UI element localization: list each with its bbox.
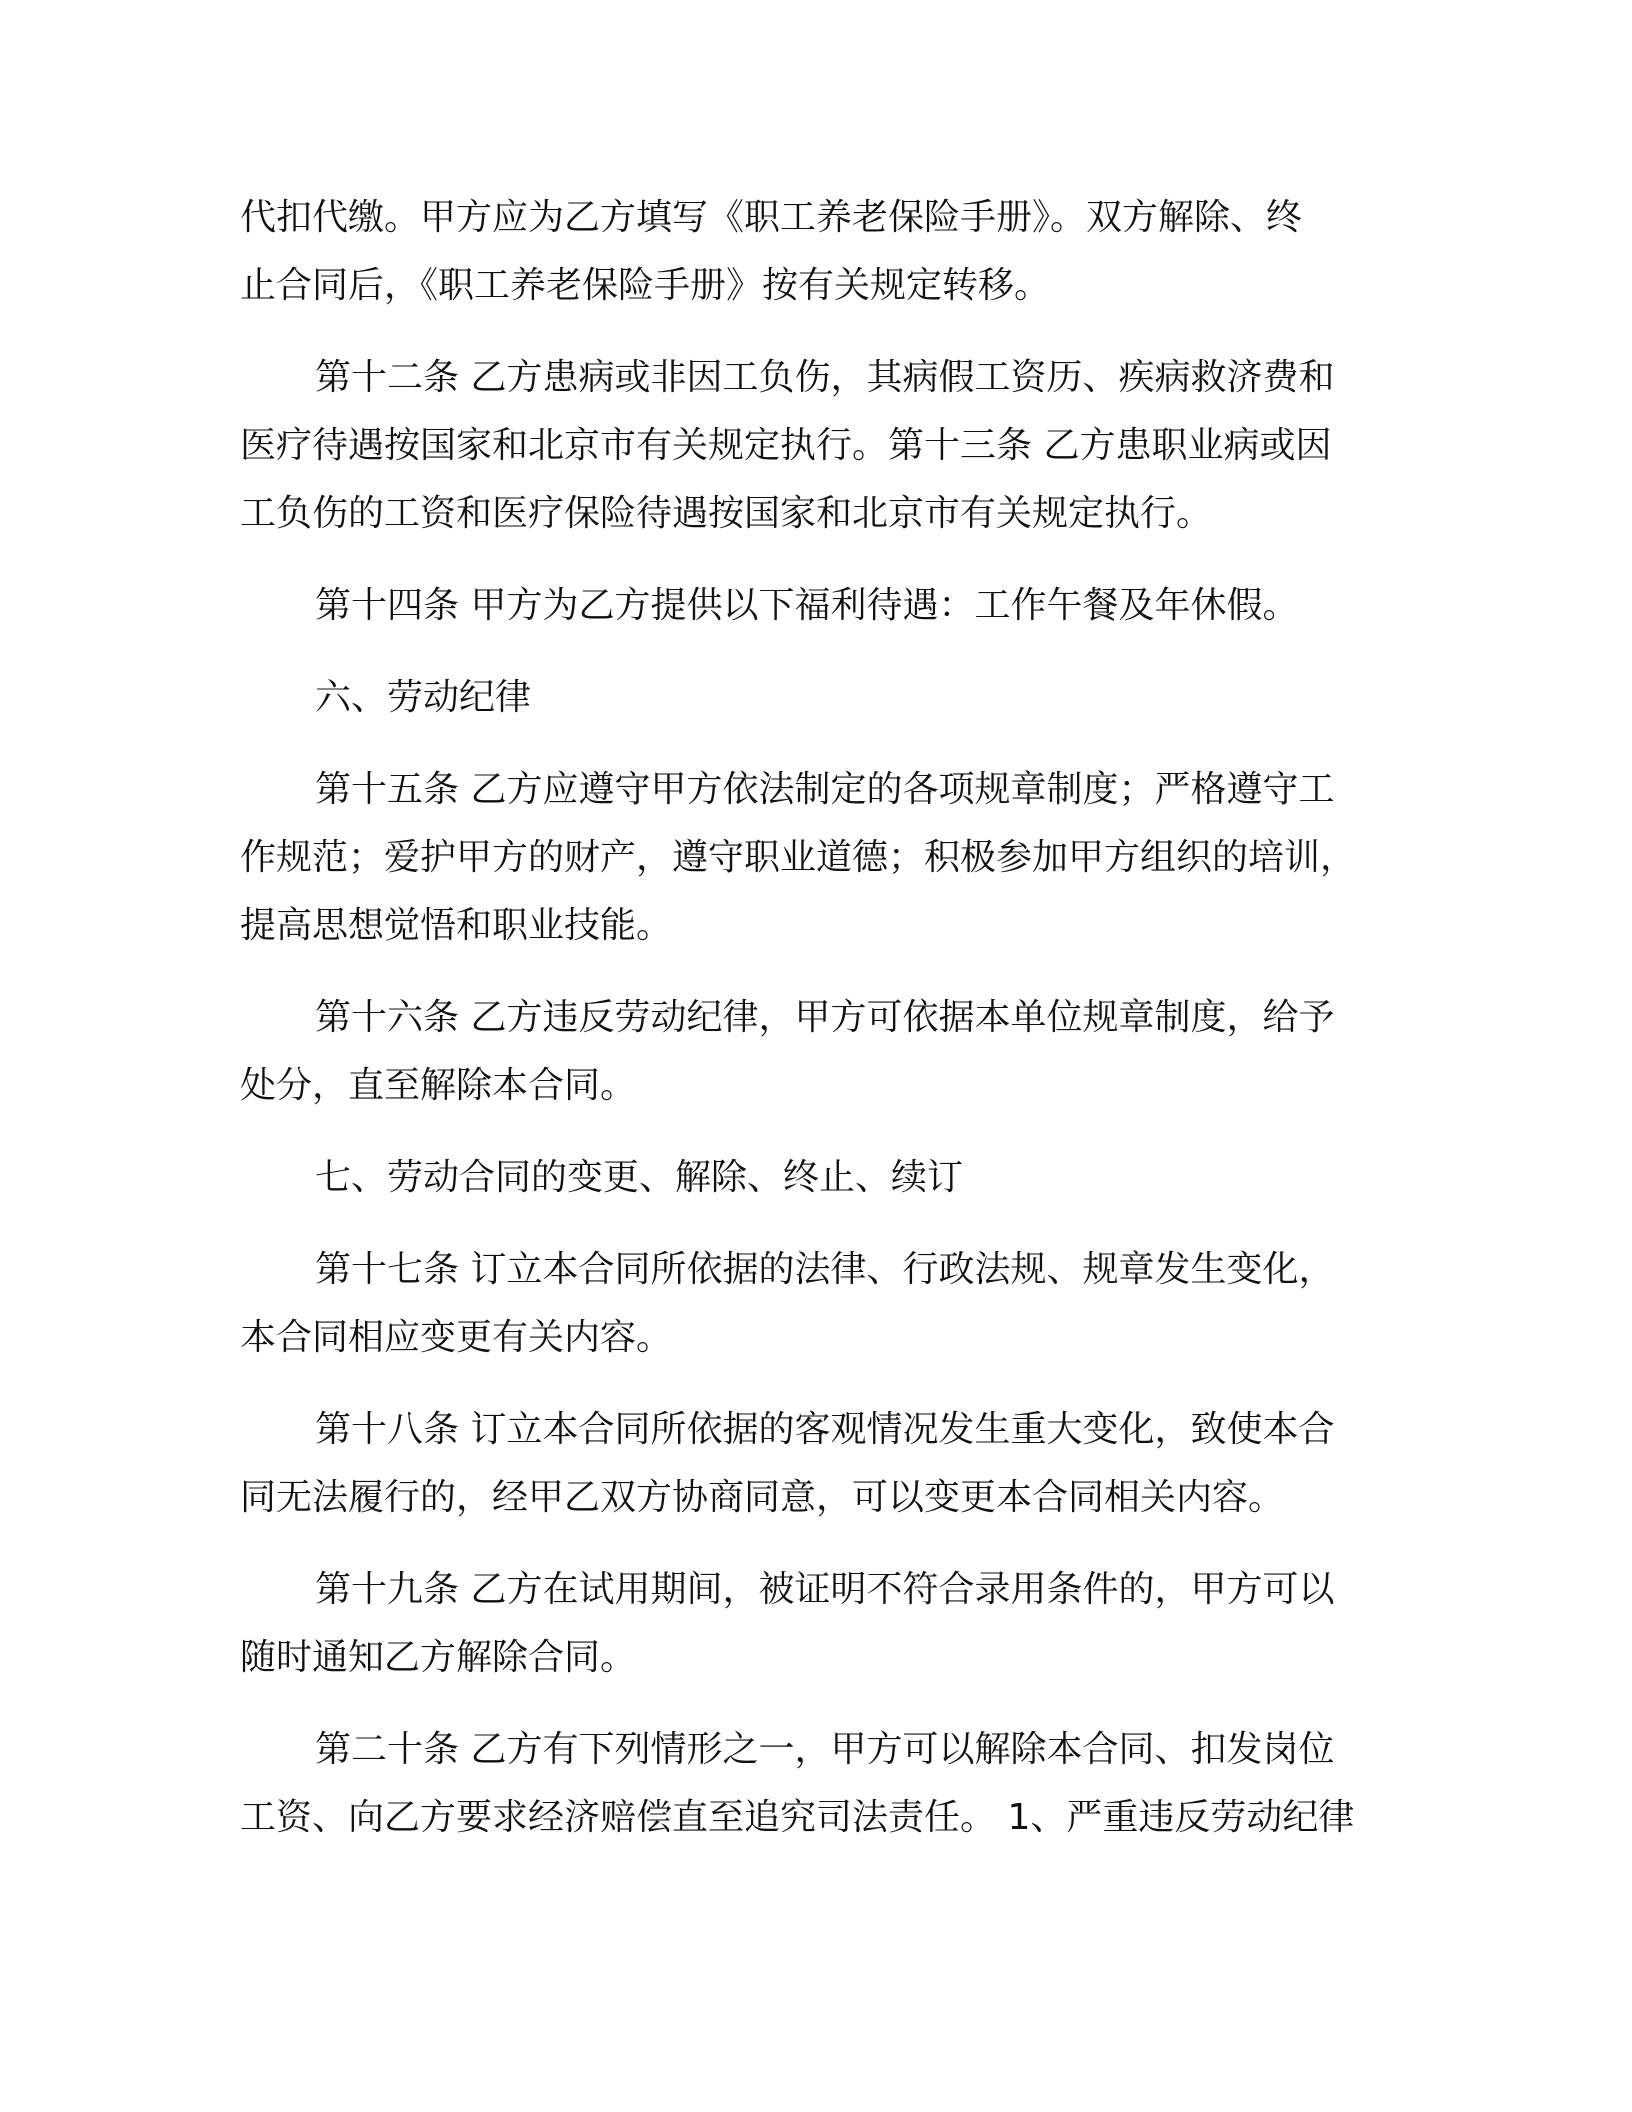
text-line: 第二十条 乙方有下列情形之一，甲方可以解除本合同、扣发岗位 [315,1729,1335,1770]
text-line: 随时通知乙方解除合同。 [240,1637,637,1678]
text-line: 提高思想觉悟和职业技能。 [240,905,673,946]
text-line: 代扣代缴。甲方应为乙方填写《职工养老保险手册》。双方解除、终 [240,197,1303,238]
text-line: 医疗待遇按国家和北京市有关规定执行。第十三条 乙方患职业病或因 [240,425,1332,466]
text-line: 处分，直至解除本合同。 [240,1065,637,1106]
text-line: 第十七条 订立本合同所依据的法律、行政法规、规章发生变化， [315,1249,1335,1290]
section-heading: 七、劳动合同的变更、解除、终止、续订 [315,1157,964,1198]
text-line: 本合同相应变更有关内容。 [240,1317,673,1358]
text-line: 工资、向乙方要求经济赔偿直至追究司法责任。 1、严重违反劳动纪律 [240,1797,1355,1838]
text-line: 第十九条 乙方在试用期间，被证明不符合录用条件的，甲方可以 [315,1569,1335,1610]
text-line: 作规范；爱护甲方的财产，遵守职业道德；积极参加甲方组织的培训， [240,837,1357,878]
text-line: 第十六条 乙方违反劳动纪律，甲方可依据本单位规章制度，给予 [315,997,1335,1038]
text-line: 第十五条 乙方应遵守甲方依法制定的各项规章制度；严格遵守工 [315,769,1335,810]
text-line: 工负伤的工资和医疗保险待遇按国家和北京市有关规定执行。 [240,493,1213,534]
section-heading: 六、劳动纪律 [315,677,532,718]
text-line: 第十四条 甲方为乙方提供以下福利待遇：工作午餐及年休假。 [315,585,1299,626]
text-line: 同无法履行的，经甲乙双方协商同意，可以变更本合同相关内容。 [240,1477,1285,1518]
text-line: 第十二条 乙方患病或非因工负伤，其病假工资历、疾病救济费和 [315,357,1335,398]
text-line: 第十八条 订立本合同所依据的客观情况发生重大变化，致使本合 [315,1409,1335,1450]
text-line: 止合同后，《职工养老保险手册》按有关规定转移。 [240,265,1051,306]
